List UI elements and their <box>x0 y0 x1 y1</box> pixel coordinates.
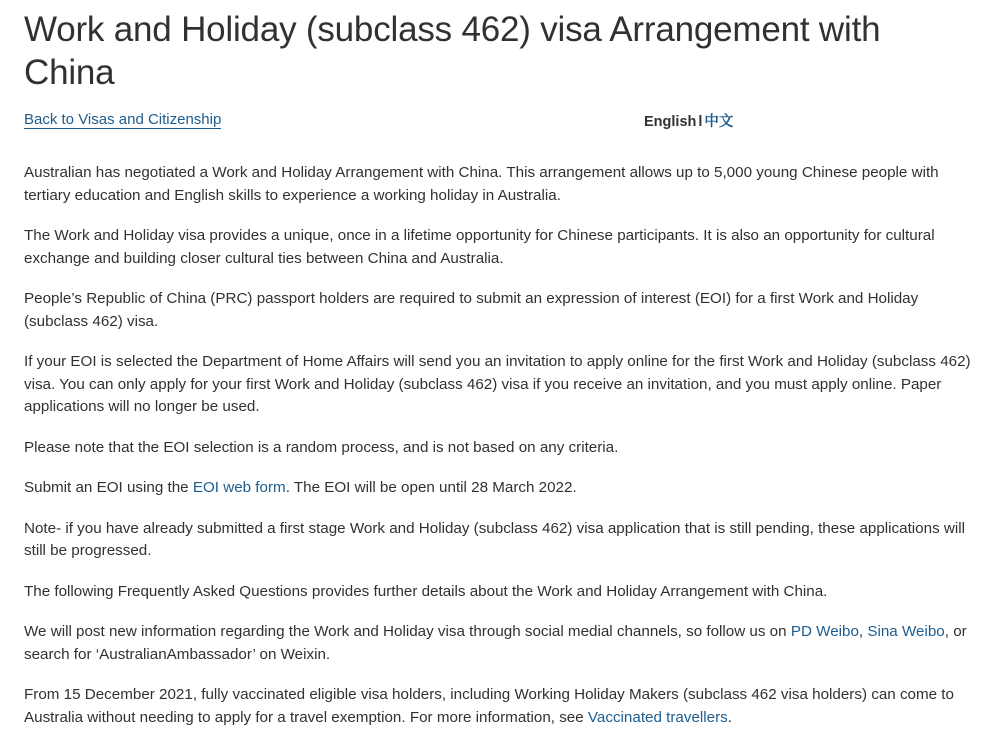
paragraph-text: . <box>727 708 733 726</box>
paragraph-text: , or search for ‘AustralianAmbassador’ on Weixin. <box>24 623 967 663</box>
paragraph-text: The Work and Holiday visa provides a unique, once in a lifetime opportunity for Chinese participants. It is also an opportunity for cultural exchange and building closer cultural ties between China and Australia. <box>24 227 935 267</box>
page-title: Work and Holiday (subclass 462) visa Arrangement with China <box>24 10 881 92</box>
inline-link[interactable]: Vaccinated travellers <box>587 708 728 726</box>
paragraph-text: , <box>858 623 868 640</box>
paragraph-text: If your EOI is selected the Department of Home Affairs will send you an invitation to apply online for the first Work and Holiday (subclass 462) visa. You can only apply for your first Work and Holiday (subclass 462) visa if you receive an invitation, and you must apply online. Paper applications will no longer be used. <box>24 353 971 415</box>
paragraph <box>24 477 972 500</box>
paragraph <box>24 162 972 207</box>
paragraph-text: The following Frequently Asked Questions provides further details about the Work and Holiday Arrangement with China. <box>24 582 828 600</box>
paragraph-text: Note- if you have already submitted a first stage Work and Holiday (subclass 462) visa application that is still pending, these applications will still be progressed. <box>24 519 965 559</box>
inline-link[interactable]: EOI web form <box>192 479 286 496</box>
language-separator: l <box>698 114 703 130</box>
page-container <box>0 8 1000 729</box>
inline-link[interactable]: PD Weibo <box>790 623 859 640</box>
paragraph-text: From 15 December 2021, fully vaccinated eligible visa holders, including Working Holiday Makers (subclass 462 visa holders) can come to Australia without needing to apply for a travel exemption. For more information, see <box>24 686 954 726</box>
language-switcher <box>644 110 733 131</box>
paragraph-text: People’s Republic of China (PRC) passport holders are required to submit an expression of interest (EOI) for a first Work and Holiday (subclass 462) visa. <box>24 290 919 330</box>
subnav <box>24 110 976 132</box>
inline-link[interactable]: Sina Weibo <box>867 623 945 640</box>
paragraph <box>24 684 972 729</box>
article-body <box>24 162 976 729</box>
paragraph <box>24 518 972 563</box>
paragraph <box>24 437 972 460</box>
paragraph <box>24 288 972 333</box>
paragraph-text: Please note that the EOI selection is a random process, and is not based on any criteria. <box>24 438 619 456</box>
language-english-label: English <box>644 114 697 130</box>
back-to-visas-link[interactable]: Back to Visas and Citizenship <box>24 111 222 128</box>
paragraph <box>24 351 972 419</box>
paragraph-text: Submit an EOI using the <box>24 479 193 496</box>
paragraph <box>24 225 972 270</box>
paragraph-text: Australian has negotiated a Work and Holiday Arrangement with China. This arrangement allows up to 5,000 young Chinese people with tertiary education and English skills to experience a working holiday in Australia. <box>24 164 939 204</box>
paragraph <box>24 581 972 604</box>
paragraph-text: . The EOI will be open until 28 March 2022. <box>285 479 577 496</box>
paragraph <box>24 621 972 666</box>
paragraph-text: We will post new information regarding the Work and Holiday visa through social medial channels, so follow us on <box>24 623 791 640</box>
language-chinese-link[interactable]: 中文 <box>704 114 734 130</box>
